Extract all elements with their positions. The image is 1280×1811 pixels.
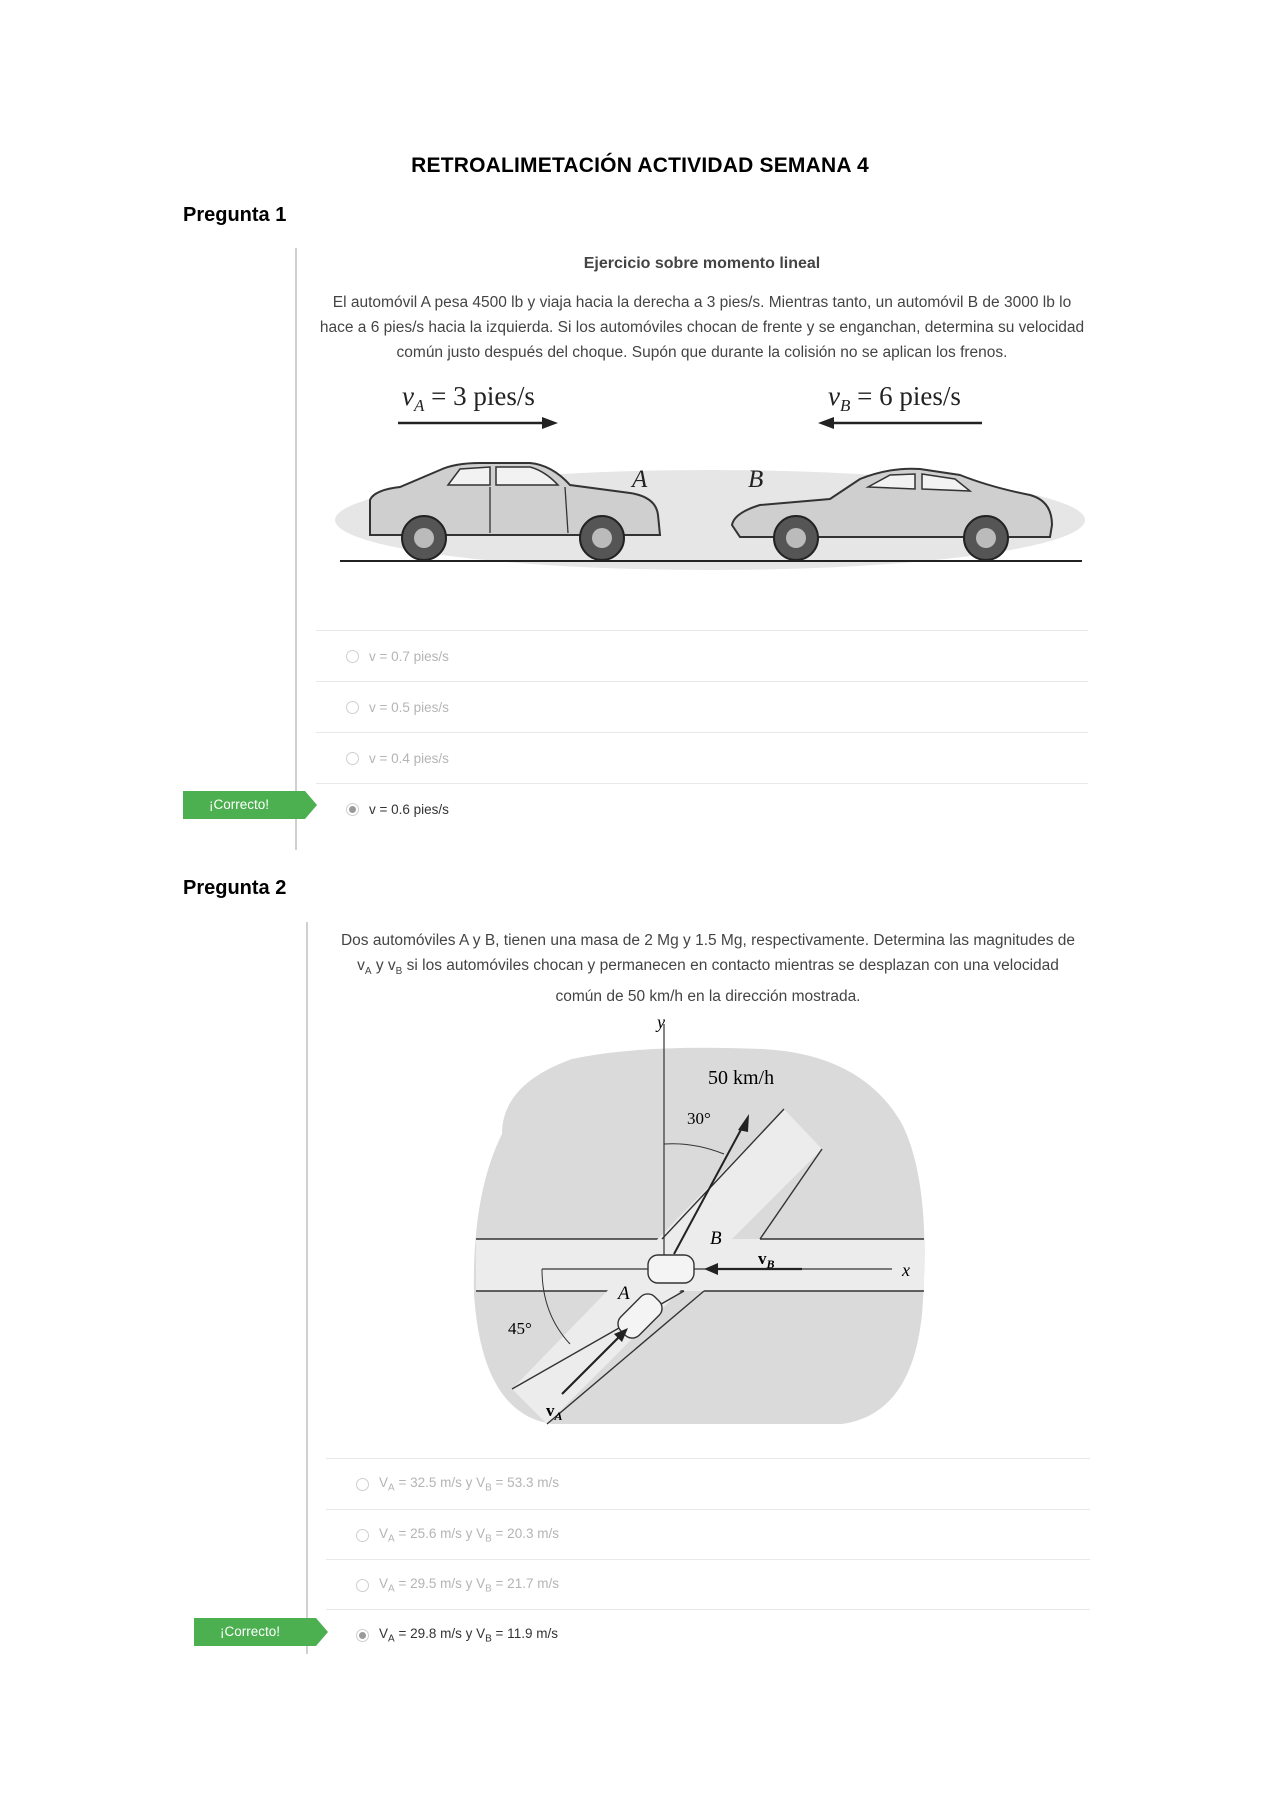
statement-line-3: común de 50 km/h en la dirección mostrada. bbox=[555, 988, 861, 1006]
car-b-label: B bbox=[748, 466, 764, 493]
q1-correct-badge: ¡Correcto! bbox=[183, 791, 305, 819]
statement-line-1: Dos automóviles A y B, tienen una masa de 2 Mg y 1.5 Mg, respectivamente. Determina las magnitudes de bbox=[340, 932, 1076, 949]
question-2-statement: Dos automóviles A y B, tienen una masa de 2 Mg y 1.5 Mg, respectivamente. Determina las magnitudes de $v_A$ y $v_B$ si los automóviles chocan y permanecen en contacto mientras se desplazan con una velocidad común de 50 km/h en la dirección mostrada. bbox=[340, 932, 1076, 1006]
option-label: $V_A = 25.6$ m/s y $V_B = 20.3$ m/s bbox=[379, 1525, 559, 1545]
speed-label: 50 km/h bbox=[708, 1067, 775, 1089]
q1-option-3[interactable] bbox=[316, 732, 1088, 783]
question-1-panel bbox=[316, 250, 1088, 850]
car-a-label: A bbox=[618, 1283, 630, 1304]
exercise-title: Ejercicio sobre momento lineal bbox=[583, 255, 821, 272]
car-b-topview bbox=[648, 1255, 694, 1283]
va-label: $v_A = 3$ pies/s bbox=[402, 381, 535, 415]
radio-button[interactable] bbox=[346, 701, 359, 714]
question-2-panel bbox=[326, 924, 1090, 1654]
statement-va: $v_A$ bbox=[357, 957, 372, 978]
vb-label: $v_B$ bbox=[758, 1249, 775, 1271]
car-b-label: B bbox=[710, 1228, 722, 1249]
q2-option-1[interactable] bbox=[326, 1458, 1090, 1509]
statement-vb: $v_B$ bbox=[387, 957, 403, 978]
va-label: $v_A$ bbox=[546, 1401, 563, 1423]
q2-option-2[interactable] bbox=[326, 1509, 1090, 1560]
q2-option-4[interactable] bbox=[326, 1609, 1090, 1660]
va-arrowhead bbox=[542, 417, 558, 429]
statement-line-2: si los automóviles chocan y permanecen en contacto mientras se desplazan con una velocidad bbox=[402, 957, 1059, 974]
q1-option-1[interactable] bbox=[316, 630, 1088, 681]
x-axis-label: x bbox=[902, 1260, 910, 1280]
option-label: $V_A = 29.8$ m/s y $V_B = 11.9$ m/s bbox=[379, 1625, 558, 1645]
q1-option-2[interactable] bbox=[316, 681, 1088, 732]
intersection-figure bbox=[462, 1014, 962, 1454]
radio-button[interactable] bbox=[356, 1529, 369, 1542]
option-label: $V_A = 29.5$ m/s y $V_B = 21.7$ m/s bbox=[379, 1575, 559, 1595]
radio-button[interactable] bbox=[356, 1478, 369, 1491]
radio-button-selected[interactable] bbox=[356, 1629, 369, 1642]
angle-30-label: 30° bbox=[687, 1109, 711, 1128]
question-1-rule bbox=[295, 248, 297, 850]
option-label: $V_A = 32.5$ m/s y $V_B = 53.3$ m/s bbox=[379, 1474, 559, 1494]
angle-45-label: 45° bbox=[508, 1319, 532, 1338]
option-label: v = 0.7 pies/s bbox=[369, 648, 449, 664]
option-label: v = 0.6 pies/s bbox=[369, 801, 449, 817]
question-1-statement: El automóvil A pesa 4500 lb y viaja hacia la derecha a 3 pies/s. Mientras tanto, un automóvil B de 3000 lb lo hace a 6 pies/s hacia la izquierda. Si los automóviles chocan de frente y se enganchan, determina su velocidad común justo después del choque. Supón que durante la colisión no se aplican los frenos. bbox=[319, 294, 1085, 361]
option-label: v = 0.5 pies/s bbox=[369, 699, 449, 715]
radio-button-selected[interactable] bbox=[346, 803, 359, 816]
radio-button[interactable] bbox=[346, 752, 359, 765]
vb-label: $v_B = 6$ pies/s bbox=[828, 381, 961, 415]
y-axis-label: y bbox=[657, 1014, 665, 1032]
question-2-heading: Pregunta 2 bbox=[183, 877, 287, 899]
q1-option-4[interactable] bbox=[316, 783, 1088, 834]
q2-option-3[interactable] bbox=[326, 1559, 1090, 1610]
collision-figure bbox=[330, 375, 1090, 595]
option-label: v = 0.4 pies/s bbox=[369, 750, 449, 766]
vb-arrowhead bbox=[818, 417, 834, 429]
radio-button[interactable] bbox=[356, 1579, 369, 1592]
car-a-label: A bbox=[632, 466, 648, 493]
question-1-heading: Pregunta 1 bbox=[183, 204, 287, 226]
document-title: RETROALIMETACIÓN ACTIVIDAD SEMANA 4 bbox=[411, 154, 869, 177]
q2-correct-badge: ¡Correcto! bbox=[194, 1618, 316, 1646]
question-2-rule bbox=[306, 922, 308, 1654]
radio-button[interactable] bbox=[346, 650, 359, 663]
